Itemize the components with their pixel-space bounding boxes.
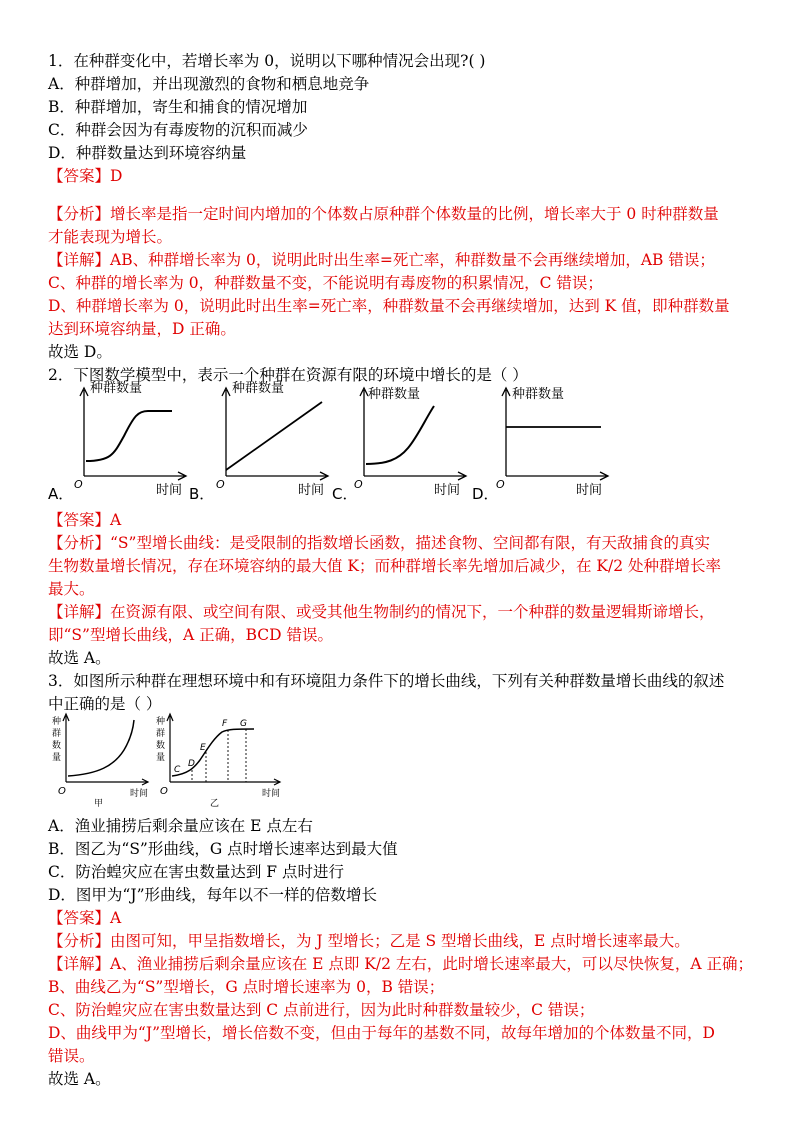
q2-detail-2: 即“S”型增长曲线，A 正确，BCD 错误。 <box>48 626 333 644</box>
q3-option-c: C．防治蝗灾应在害虫数量达到 F 点时进行 <box>48 863 344 881</box>
graph-d-origin: O <box>496 478 505 491</box>
graph-b-xlabel: 时间 <box>298 483 325 498</box>
q1-detail-1: 【详解】AB、种群增长率为 0，说明此时出生率=死亡率，种群数量不会再继续增加，AB 错误； <box>48 251 715 269</box>
q3-stem-1: 3．如图所示种群在理想环境中和有环境阻力条件下的增长曲线，下列有关种群数量增长曲线的叙述 <box>48 672 725 690</box>
q3-detail-3: C、防治蝗灾应在害虫数量达到 C 点前进行，因为此时种群数量较少，C 错误； <box>48 1001 595 1019</box>
graph-yi-ylabel-4: 量 <box>156 753 166 763</box>
graph-d-ylabel: 种群数量 <box>512 387 565 402</box>
graph-d-xlabel: 时间 <box>576 483 603 498</box>
graph-yi-ylabel-1: 种 <box>156 717 166 727</box>
q1-stem: 1．在种群变化中，若增长率为 0，说明以下哪种情况会出现?( ) <box>48 52 486 70</box>
graph-yi <box>156 714 280 809</box>
point-c: C <box>174 765 181 775</box>
q2-analysis-3: 最大。 <box>48 580 95 598</box>
q3-conclusion: 故选 A。 <box>48 1070 111 1088</box>
graph-a-ylabel: 种群数量 <box>90 381 143 396</box>
q1-answer: 【答案】D <box>48 167 123 185</box>
q3-detail-5: 错误。 <box>48 1047 95 1065</box>
q3-option-b: B．图乙为“S”形曲线，G 点时增长速率达到最大值 <box>48 840 398 858</box>
q1-detail-4: 达到环境容纳量，D 正确。 <box>48 320 236 338</box>
graph-jia-ylabel-3: 数 <box>52 741 62 751</box>
graph-c-origin: O <box>354 478 363 491</box>
q3-detail-2: B、曲线乙为“S”型增长，G 点时增长速率为 0，B 错误； <box>48 978 445 996</box>
q2-graphs <box>46 376 626 506</box>
q1-analysis-2: 才能表现为增长。 <box>48 228 173 246</box>
graph-c-letter: C． <box>332 485 358 503</box>
point-g: G <box>240 719 247 729</box>
q3-option-a: A．渔业捕捞后剩余量应该在 E 点左右 <box>48 817 313 835</box>
graph-jia-ylabel-4: 量 <box>52 753 62 763</box>
q2-analysis-1: 【分析】“S”型增长曲线：是受限制的指数增长函数，描述食物、空间都有限，有天敌捕食的真实 <box>48 534 710 552</box>
graph-c-ylabel: 种群数量 <box>368 387 421 402</box>
graph-jia-origin: O <box>58 786 66 797</box>
q3-analysis: 【分析】由图可知，甲呈指数增长，为 J 型增长；乙是 S 型增长曲线，E 点时增长速率最大。 <box>48 932 690 950</box>
point-f: F <box>222 719 228 729</box>
graph-jia <box>52 714 148 809</box>
graph-b <box>189 380 328 503</box>
graph-b-ylabel: 种群数量 <box>232 381 285 396</box>
graph-a-letter: A． <box>48 485 74 503</box>
q2-detail-1: 【详解】在资源有限、或空间有限、或受其他生物制约的情况下，一个种群的数量逻辑斯谛增长， <box>48 603 715 621</box>
graph-a <box>48 380 186 503</box>
graph-c <box>332 386 466 503</box>
graph-yi-ylabel-3: 数 <box>156 741 166 751</box>
graph-jia-xlabel: 时间 <box>130 789 149 799</box>
graph-yi-ylabel-2: 群 <box>156 729 166 739</box>
graph-b-origin: O <box>216 478 225 491</box>
q3-stem-2: 中正确的是（ ） <box>48 695 162 713</box>
q1-detail-3: D、种群增长率为 0，说明此时出生率=死亡率，种群数量不会再继续增加，达到 K 值，即种群数量 <box>48 297 730 315</box>
q1-option-c: C．种群会因为有毒废物的沉积而减少 <box>48 121 308 139</box>
point-e: E <box>200 743 206 753</box>
graph-yi-caption: 乙 <box>210 799 220 809</box>
q1-analysis-1: 【分析】增长率是指一定时间内增加的个体数占原种群个体数量的比例，增长率大于 0 时种群数量 <box>48 205 719 223</box>
q1-option-b: B．种群增加，寄生和捕食的情况增加 <box>48 98 308 116</box>
graph-jia-caption: 甲 <box>94 799 104 809</box>
q2-analysis-2: 生物数量增长情况，存在环境容纳的最大值 K；而种群增长率先增加后减少，在 K/2 处种群增长率 <box>48 557 722 575</box>
q1-detail-2: C、种群的增长率为 0，种群数量不变，不能说明有毒废物的积累情况，C 错误； <box>48 274 603 292</box>
graph-d <box>472 386 608 503</box>
q2-stem: 2．下图数学模型中，表示一个种群在资源有限的环境中增长的是（ ） <box>48 366 528 384</box>
q3-answer: 【答案】A <box>48 909 122 927</box>
graph-yi-origin: O <box>160 786 168 797</box>
q3-option-d: D．图甲为“J”形曲线，每年以不一样的倍数增长 <box>48 886 377 904</box>
q2-answer: 【答案】A <box>48 511 122 529</box>
graph-d-letter: D． <box>472 485 499 503</box>
point-d: D <box>188 759 195 769</box>
graph-jia-ylabel-1: 种 <box>52 717 62 727</box>
q1-conclusion: 故选 D。 <box>48 343 112 361</box>
q3-detail-1: 【详解】A、渔业捕捞后剩余量应该在 E 点即 K/2 左右，此时增长速率最大，可以尽快恢复，A 正确； <box>48 955 754 973</box>
graph-a-origin: O <box>74 478 83 491</box>
q1-option-a: A．种群增加，并出现激烈的食物和栖息地竞争 <box>48 75 370 93</box>
graph-a-xlabel: 时间 <box>156 483 183 498</box>
graph-yi-xlabel: 时间 <box>262 789 281 799</box>
graph-c-xlabel: 时间 <box>434 483 461 498</box>
q3-figure <box>48 710 288 810</box>
q1-option-d: D．种群数量达到环境容纳量 <box>48 144 247 162</box>
graph-b-letter: B． <box>189 485 215 503</box>
q2-conclusion: 故选 A。 <box>48 649 111 667</box>
q3-detail-4: D、曲线甲为“J”型增长，增长倍数不变，但由于每年的基数不同，故每年增加的个体数量不同，D <box>48 1024 715 1042</box>
graph-jia-ylabel-2: 群 <box>52 729 62 739</box>
